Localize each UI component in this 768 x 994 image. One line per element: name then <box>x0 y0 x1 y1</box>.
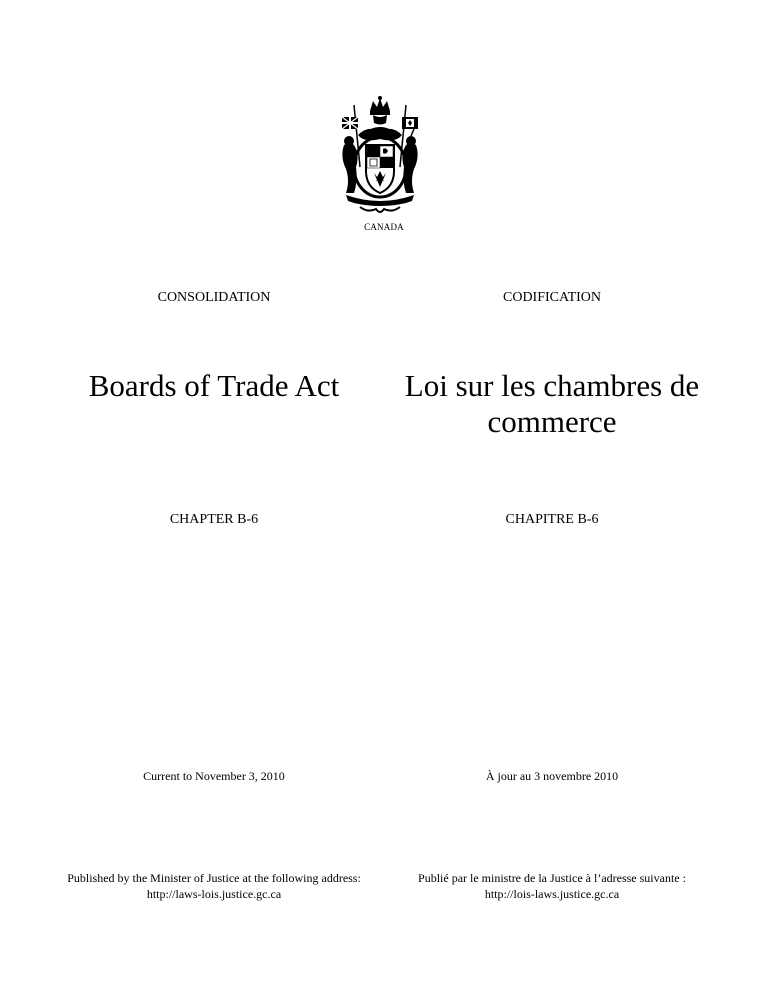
english-publication-notice <box>57 870 371 902</box>
french-act-title-line-2: commerce <box>487 404 617 439</box>
english-current-date: Current to November 3, 2010 <box>143 769 285 783</box>
french-act-title <box>395 368 709 440</box>
english-publisher-line: Published by the Minister of Justice at the following address: <box>67 871 361 885</box>
codification-heading: CODIFICATION <box>503 290 601 305</box>
country-name: CANADA <box>364 222 404 232</box>
english-url-link[interactable]: http://laws-lois.justice.gc.ca <box>146 887 282 901</box>
english-act-title: Boards of Trade Act <box>88 368 340 403</box>
coat-of-arms-of-canada-icon <box>340 95 420 215</box>
consolidation-heading: CONSOLIDATION <box>157 290 271 305</box>
french-current-date: À jour au 3 novembre 2010 <box>485 769 619 783</box>
french-chapter: CHAPITRE B-6 <box>505 512 599 527</box>
french-url-link[interactable]: http://lois-laws.justice.gc.ca <box>484 887 620 901</box>
french-publication-notice <box>395 870 709 902</box>
french-act-title-line-1: Loi sur les chambres de <box>404 368 700 403</box>
english-chapter: CHAPTER B-6 <box>169 512 259 527</box>
french-publisher-line: Publié par le ministre de la Justice à l’adresse suivante : <box>418 871 686 885</box>
